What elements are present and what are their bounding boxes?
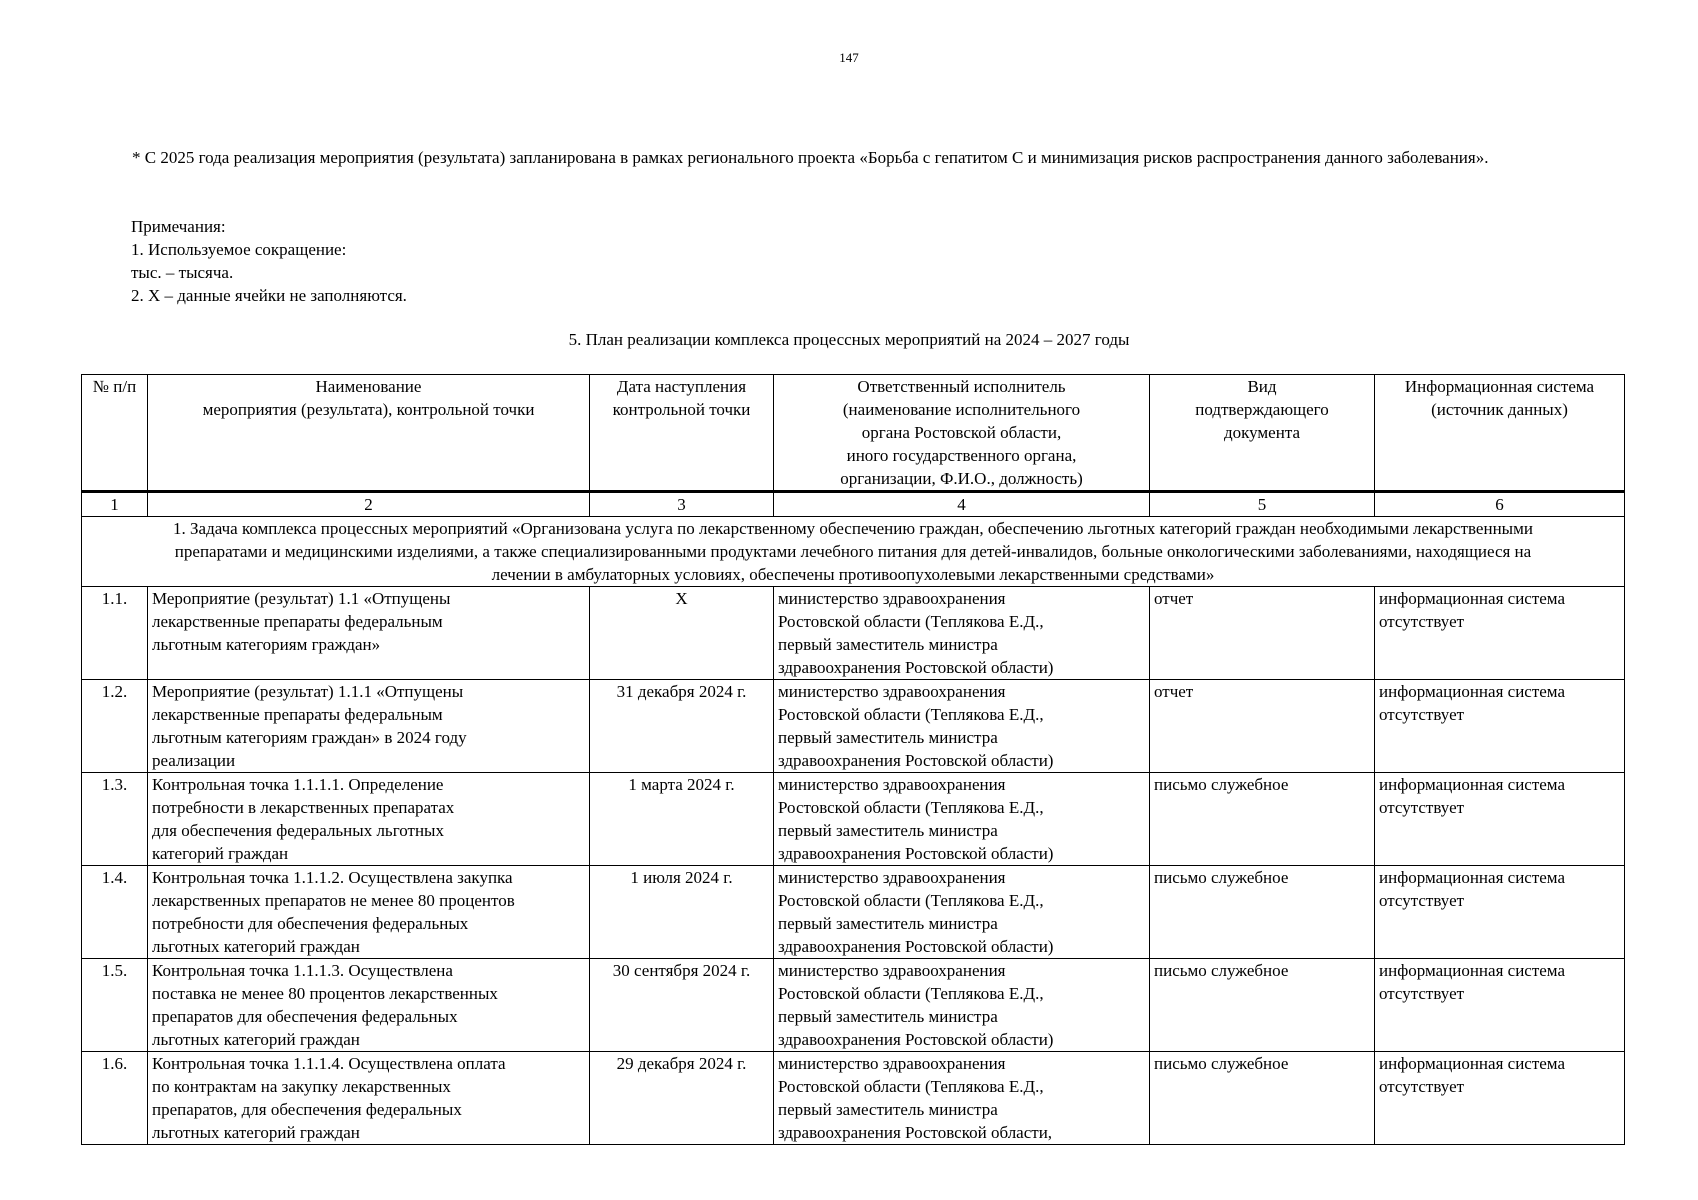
table-row [82, 866, 1625, 959]
column-number: 4 [774, 492, 1150, 517]
row-system: информационная система отсутствует [1375, 773, 1625, 866]
task-row [82, 517, 1625, 587]
row-system: информационная система отсутствует [1375, 1052, 1625, 1145]
row-executor: министерство здравоохранения Ростовской области (Теплякова Е.Д., первый заместитель министра здравоохранения Ростовской области) [774, 680, 1150, 773]
row-name: Контрольная точка 1.1.1.3. Осуществлена поставка не менее 80 процентов лекарственных препаратов для обеспечения федеральных льготных категорий граждан [148, 959, 590, 1052]
footnote: * С 2025 года реализация мероприятия (результата) запланирована в рамках регионального проекта «Борьба с гепатитом С и минимизация рисков распространения данного заболевания». [132, 148, 1489, 167]
row-system: информационная система отсутствует [1375, 587, 1625, 680]
column-number: 5 [1150, 492, 1375, 517]
section-title: 5. План реализации комплекса процессных мероприятий на 2024 – 2027 годы [568, 330, 1130, 349]
row-document: письмо служебное [1150, 866, 1375, 959]
task-text: 1. Задача комплекса процессных мероприятий «Организована услуга по лекарственному обеспечению граждан, обеспечению льготных категорий граждан необходимыми лекарственными препаратами и медицинскими изделиями, а также специализированными продуктами лечебного питания для детей-инвалидов, больные онкологическими заболеваниями, находящиеся на лечении в амбулаторных условиях, обеспечены противоопухолевыми лекарственными средствами» [82, 517, 1625, 587]
header-number: № п/п [82, 375, 148, 492]
row-document: письмо служебное [1150, 1052, 1375, 1145]
row-number: 1.3. [82, 773, 148, 866]
note-line: тыс. – тысяча. [131, 263, 234, 282]
row-name: Контрольная точка 1.1.1.1. Определение потребности в лекарственных препаратах для обеспечения федеральных льготных категорий граждан [148, 773, 590, 866]
row-document: отчет [1150, 680, 1375, 773]
table-row [82, 587, 1625, 680]
row-executor: министерство здравоохранения Ростовской области (Теплякова Е.Д., первый заместитель министра здравоохранения Ростовской области) [774, 773, 1150, 866]
header-system: Информационная система (источник данных) [1375, 375, 1625, 492]
row-date: 30 сентября 2024 г. [590, 959, 774, 1052]
header-row [82, 375, 1625, 492]
note-line: 2. Х – данные ячейки не заполняются. [131, 286, 407, 305]
row-system: информационная система отсутствует [1375, 866, 1625, 959]
page-number: 147 [839, 50, 859, 65]
row-executor: министерство здравоохранения Ростовской области (Теплякова Е.Д., первый заместитель министра здравоохранения Ростовской области) [774, 587, 1150, 680]
row-name: Мероприятие (результат) 1.1 «Отпущены лекарственные препараты федеральным льготным категориям граждан» [148, 587, 590, 680]
row-number: 1.4. [82, 866, 148, 959]
header-name: Наименование мероприятия (результата), контрольной точки [148, 375, 590, 492]
row-number: 1.6. [82, 1052, 148, 1145]
table-row [82, 773, 1625, 866]
row-system: информационная система отсутствует [1375, 680, 1625, 773]
row-date: Х [590, 587, 774, 680]
row-document: письмо служебное [1150, 773, 1375, 866]
row-date: 31 декабря 2024 г. [590, 680, 774, 773]
row-name: Контрольная точка 1.1.1.4. Осуществлена оплата по контрактам на закупку лекарственных препаратов, для обеспечения федеральных льготных категорий граждан [148, 1052, 590, 1145]
table-row [82, 680, 1625, 773]
header-document: Вид подтверждающего документа [1150, 375, 1375, 492]
plan-table [81, 374, 1625, 1145]
row-system: информационная система отсутствует [1375, 959, 1625, 1052]
row-name: Контрольная точка 1.1.1.2. Осуществлена закупка лекарственных препаратов не менее 80 процентов потребности для обеспечения федеральных льготных категорий граждан [148, 866, 590, 959]
column-numbers-row [82, 492, 1625, 517]
note-line: 1. Используемое сокращение: [131, 240, 347, 259]
row-number: 1.2. [82, 680, 148, 773]
row-number: 1.5. [82, 959, 148, 1052]
column-number: 2 [148, 492, 590, 517]
table-row [82, 959, 1625, 1052]
table-row [82, 1052, 1625, 1145]
notes-title: Примечания: [131, 217, 226, 236]
row-date: 1 марта 2024 г. [590, 773, 774, 866]
header-date: Дата наступления контрольной точки [590, 375, 774, 492]
notes [131, 215, 1031, 307]
row-document: отчет [1150, 587, 1375, 680]
row-executor: министерство здравоохранения Ростовской области (Теплякова Е.Д., первый заместитель министра здравоохранения Ростовской области) [774, 866, 1150, 959]
column-number: 3 [590, 492, 774, 517]
row-name: Мероприятие (результат) 1.1.1 «Отпущены лекарственные препараты федеральным льготным категориям граждан» в 2024 году реализации [148, 680, 590, 773]
row-number: 1.1. [82, 587, 148, 680]
row-executor: министерство здравоохранения Ростовской области (Теплякова Е.Д., первый заместитель министра здравоохранения Ростовской области) [774, 959, 1150, 1052]
row-executor: министерство здравоохранения Ростовской области (Теплякова Е.Д., первый заместитель министра здравоохранения Ростовской области, [774, 1052, 1150, 1145]
row-date: 1 июля 2024 г. [590, 866, 774, 959]
column-number: 1 [82, 492, 148, 517]
row-date: 29 декабря 2024 г. [590, 1052, 774, 1145]
header-executor: Ответственный исполнитель (наименование исполнительного органа Ростовской области, иного государственного органа, организации, Ф.И.О., должность) [774, 375, 1150, 492]
column-number: 6 [1375, 492, 1625, 517]
row-document: письмо служебное [1150, 959, 1375, 1052]
